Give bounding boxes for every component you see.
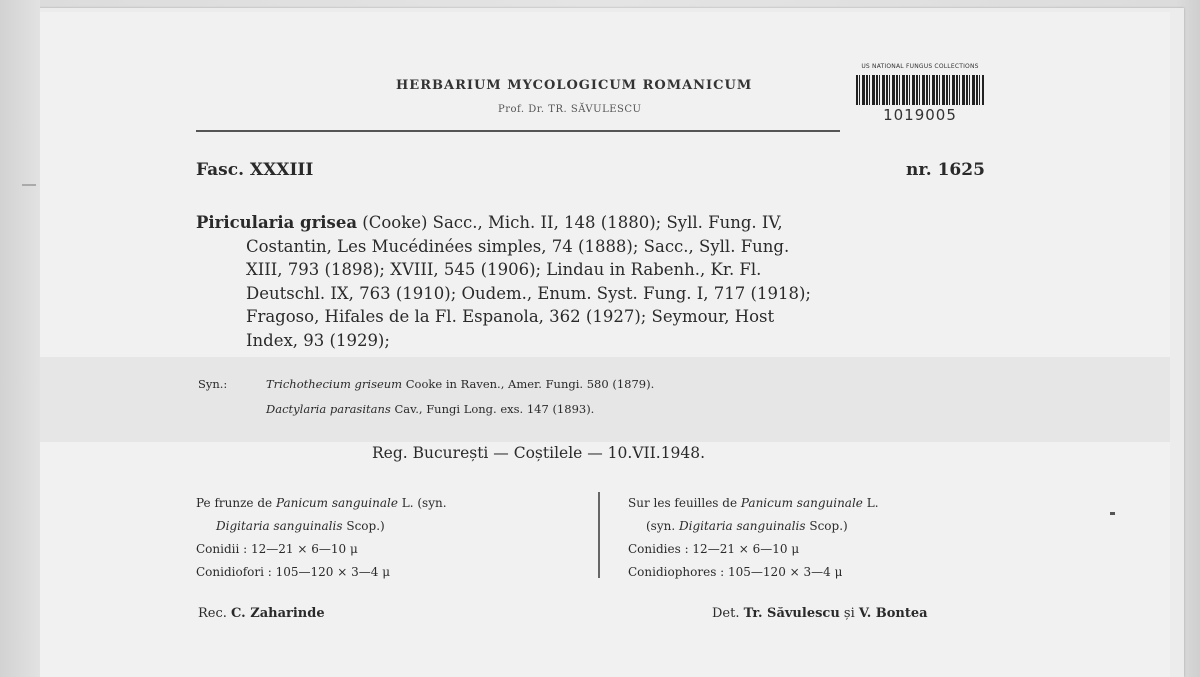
barcode-label bbox=[850, 63, 990, 127]
citation-line: Costantin, Les Mucédinées simples, 74 (1888); Sacc., Syll. Fung. bbox=[246, 236, 790, 256]
synonym-item: Dactylaria parasitans Cav., Fungi Long. exs. 147 (1893). bbox=[266, 402, 595, 416]
barcode-icon bbox=[856, 75, 984, 105]
specimen-number: nr. 1625 bbox=[906, 160, 985, 180]
citation-line: Index, 93 (1929); bbox=[246, 330, 390, 350]
collection-locality: Reg. București — Coștilele — 10.VII.1948. bbox=[372, 444, 706, 462]
host-synonym-line: (syn. Digitaria sanguinalis Scop.) bbox=[646, 519, 848, 533]
french-description bbox=[628, 492, 879, 584]
species-name: Piricularia grisea bbox=[196, 213, 358, 232]
collector: Rec. C. Zaharinde bbox=[198, 606, 325, 621]
determiner: Det. Tr. Săvulescu și V. Bontea bbox=[712, 606, 928, 621]
host-line: Sur les feuilles de Panicum sanguinale L. bbox=[628, 496, 879, 510]
sheet-edge bbox=[0, 0, 40, 677]
citation-block bbox=[196, 211, 1002, 352]
herbarium-title: HERBARIUM MYCOLOGICUM ROMANICUM bbox=[396, 78, 753, 93]
host-line: Pe frunze de Panicum sanguinale L. (syn. bbox=[196, 496, 447, 510]
sheet-mark bbox=[1110, 512, 1115, 515]
conidiophores-line: Conidiophores : 105—120 × 3—4 μ bbox=[628, 565, 843, 579]
label-shadow-band bbox=[40, 357, 1170, 442]
romanian-description bbox=[196, 492, 447, 584]
conidia-line: Conidii : 12—21 × 6—10 μ bbox=[196, 542, 358, 556]
barcode-number: 1019005 bbox=[883, 106, 957, 124]
barcode-caption: US NATIONAL FUNGUS COLLECTIONS bbox=[861, 63, 979, 70]
citation-line: Deutschl. IX, 763 (1910); Oudem., Enum. Syst. Fung. I, 717 (1918); bbox=[246, 283, 811, 303]
citation-line: Piricularia grisea (Cooke) Sacc., Mich. II, 148 (1880); Syll. Fung. IV, bbox=[196, 213, 783, 232]
conidia-line: Conidies : 12—21 × 6—10 μ bbox=[628, 542, 800, 556]
host-synonym-line: Digitaria sanguinalis Scop.) bbox=[216, 519, 385, 533]
citation-line: XIII, 793 (1898); XVIII, 545 (1906); Lindau in Rabenh., Kr. Fl. bbox=[246, 260, 762, 279]
sheet-mark bbox=[22, 184, 36, 186]
conidiophores-line: Conidiofori : 105—120 × 3—4 μ bbox=[196, 565, 391, 579]
herbarium-director: Prof. Dr. TR. SĂVULESCU bbox=[498, 104, 642, 115]
header-divider bbox=[196, 130, 840, 132]
column-divider bbox=[598, 492, 600, 578]
citation-line: Fragoso, Hifales de la Fl. Espanola, 362 (1927); Seymour, Host bbox=[246, 307, 775, 326]
synonym-item: Trichothecium griseum Cooke in Raven., Amer. Fungi. 580 (1879). bbox=[266, 377, 655, 391]
synonyms-label: Syn.: bbox=[198, 377, 228, 391]
fascicle-number: Fasc. XXXIII bbox=[196, 160, 314, 180]
